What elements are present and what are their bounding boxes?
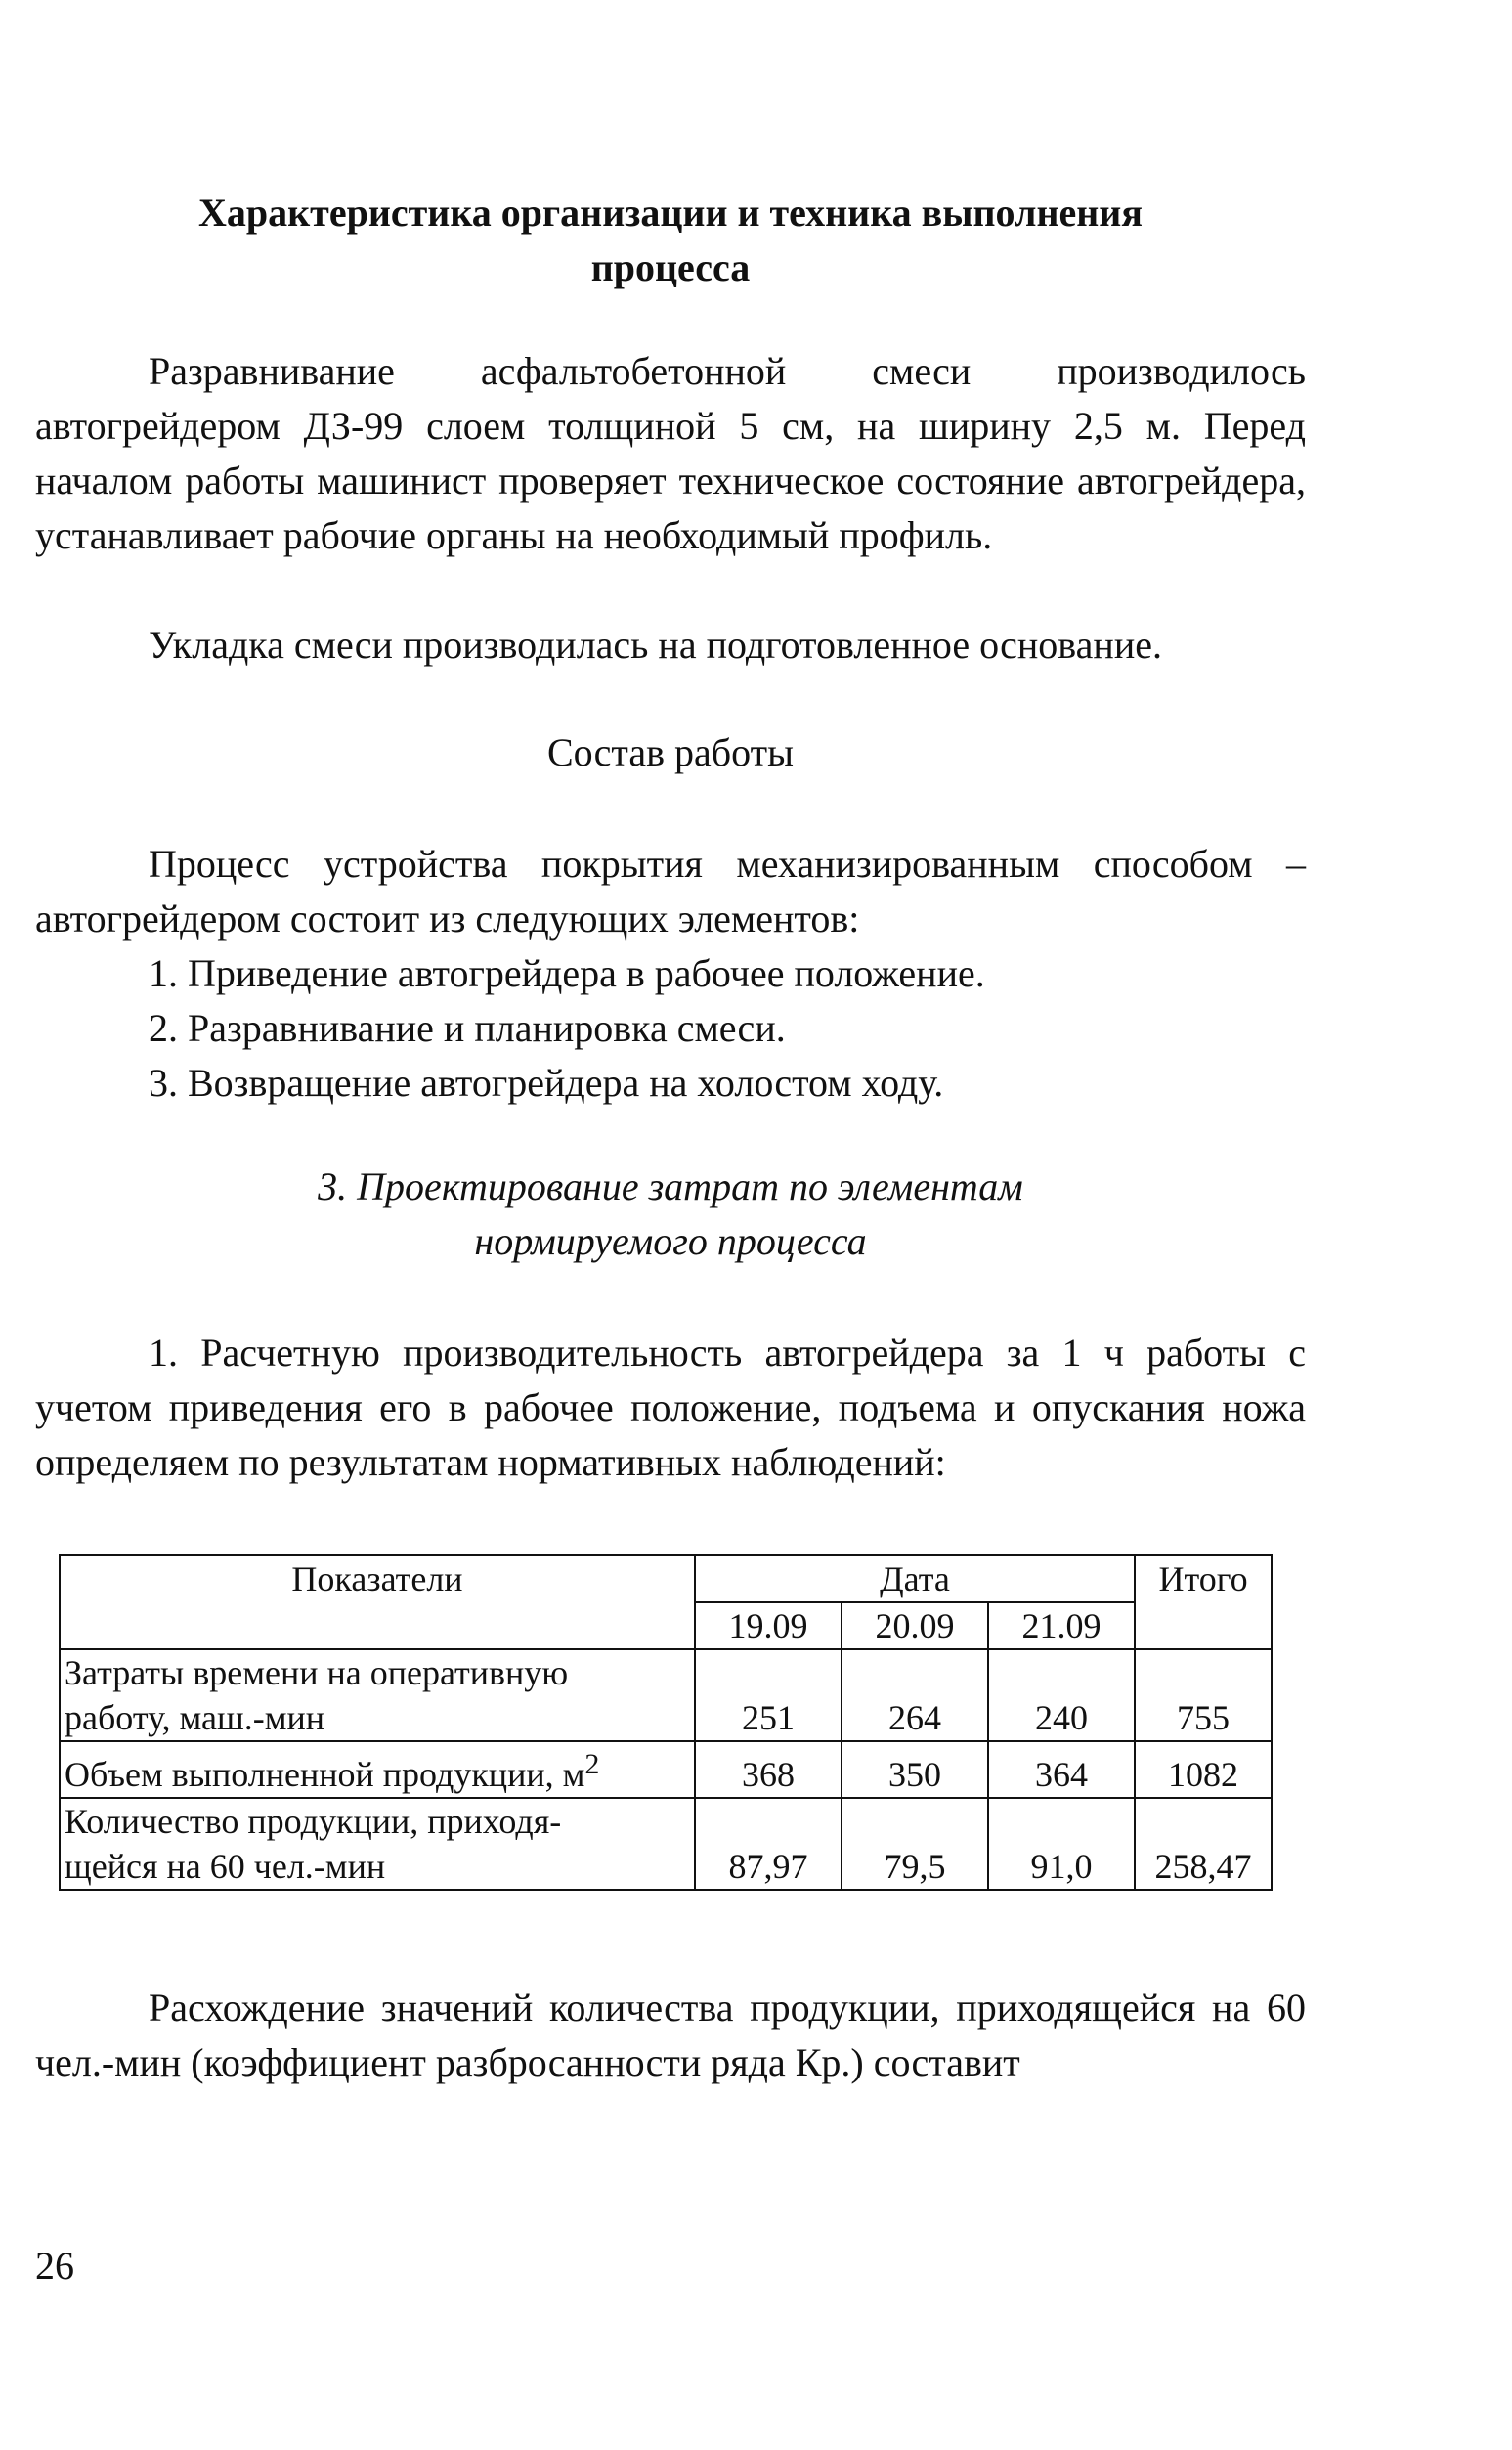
observation-table: [59, 1554, 1273, 1891]
section-title-line-1: Характеристика организации и техника выполнения: [198, 191, 1143, 235]
row-label-superscript: 2: [584, 1748, 600, 1780]
work-composition-heading: Состав работы: [547, 730, 794, 774]
work-item-2: 2. Разравнивание и планировка смеси.: [149, 1006, 786, 1050]
work-intro-text: Процесс устройства покрытия механизированным способом – автогрейдером состоит из следующих элементов:: [35, 842, 1306, 941]
laying-paragraph-text: Укладка смеси производилась на подготовленное основание.: [149, 623, 1162, 667]
section-title: [35, 186, 1306, 295]
design-heading: [35, 1159, 1306, 1269]
value-cell: 240: [988, 1649, 1135, 1741]
work-item-1: 1. Приведение автогрейдера в рабочее положение.: [149, 951, 985, 995]
productivity-paragraph-text: 1. Расчетную производительность автогрейдера за 1 ч работы с учетом приведения его в рабочее положение, подъема и опускания ножа определяем по результатам нормативных наблюдений:: [35, 1331, 1306, 1484]
row-label: [60, 1798, 695, 1890]
page-number: 26: [35, 2244, 74, 2288]
productivity-paragraph: [35, 1326, 1306, 1490]
total-cell: 755: [1135, 1649, 1272, 1741]
value-cell: 264: [842, 1649, 988, 1741]
row-label: [60, 1741, 695, 1798]
value-cell: 251: [695, 1649, 842, 1741]
table-header-row: [60, 1555, 1272, 1602]
header-total: Итого: [1135, 1555, 1272, 1649]
intro-paragraph-text: Разравнивание асфальтобетонной смеси производилось автогрейдером ДЗ-99 слоем толщиной 5 см, на ширину 2,5 м. Перед началом работы машинист проверяет техническое состояние автогрейдера, устанавливает рабочие органы на необходимый профиль.: [35, 349, 1306, 557]
value-cell: 350: [842, 1741, 988, 1798]
row-label-line-1: Затраты времени на оперативную: [65, 1653, 569, 1692]
header-date: Дата: [695, 1555, 1135, 1602]
discrepancy-paragraph-text: Расхождение значений количества продукции, приходящейся на 60 чел.-мин (коэффициент разбросанности ряда Кр.) составит: [35, 1986, 1306, 2084]
design-heading-line-2: нормируемого процесса: [474, 1219, 867, 1263]
value-cell: 364: [988, 1741, 1135, 1798]
table-row: [60, 1649, 1272, 1741]
value-cell: 91,0: [988, 1798, 1135, 1890]
intro-paragraph: [35, 344, 1306, 563]
total-cell: 258,47: [1135, 1798, 1272, 1890]
total-cell: 1082: [1135, 1741, 1272, 1798]
value-cell: 87,97: [695, 1798, 842, 1890]
row-label-line-2: щейся на 60 чел.-мин: [65, 1847, 386, 1886]
date-cell: 19.09: [695, 1602, 842, 1649]
row-label: [60, 1649, 695, 1741]
row-label-text: Объем выполненной продукции, м: [65, 1755, 585, 1794]
row-label-line-1: Количество продукции, приходя-: [65, 1802, 562, 1841]
table-row: [60, 1798, 1272, 1890]
laying-paragraph: [35, 618, 1306, 673]
table-row: [60, 1741, 1272, 1798]
section-title-line-2: процесса: [590, 245, 751, 289]
work-intro-paragraph: [35, 837, 1306, 946]
design-heading-line-1: 3. Проектирование затрат по элементам: [318, 1164, 1023, 1208]
row-label-line-2: работу, маш.-мин: [65, 1698, 325, 1737]
header-indicators: Показатели: [60, 1555, 695, 1649]
work-item-3: 3. Возвращение автогрейдера на холостом ходу.: [149, 1061, 944, 1105]
date-cell: 20.09: [842, 1602, 988, 1649]
discrepancy-paragraph: [35, 1981, 1306, 2090]
value-cell: 79,5: [842, 1798, 988, 1890]
value-cell: 368: [695, 1741, 842, 1798]
date-cell: 21.09: [988, 1602, 1135, 1649]
